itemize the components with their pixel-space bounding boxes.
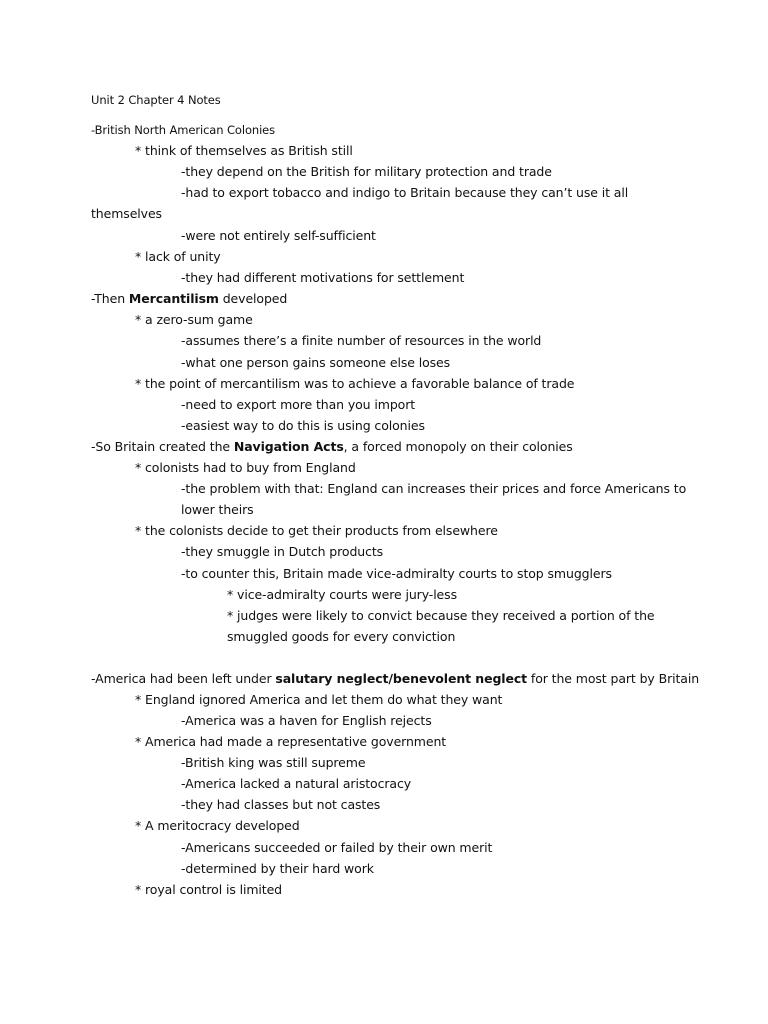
note-heading-lead: -Then xyxy=(91,291,129,306)
page-title: Unit 2 Chapter 4 Notes xyxy=(91,93,221,107)
note-continuation: smuggled goods for every conviction xyxy=(227,629,456,644)
note-bullet: * think of themselves as British still xyxy=(135,143,353,158)
note-bullet: * lack of unity xyxy=(135,249,221,264)
note-heading: -British North American Colonies xyxy=(91,123,276,137)
note-bullet: * a zero-sum game xyxy=(135,312,253,327)
note-subpoint: -Americans succeeded or failed by their own merit xyxy=(181,840,493,855)
note-heading-tail: for the most part by Britain xyxy=(527,671,700,686)
note-subpoint: -assumes there’s a finite number of resources in the world xyxy=(181,333,542,348)
note-sub-bullet: * judges were likely to convict because they received a portion of the xyxy=(227,608,655,623)
note-subpoint: -what one person gains someone else loses xyxy=(181,355,451,370)
note-subpoint: -America was a haven for English rejects xyxy=(181,713,432,728)
note-subpoint: -they depend on the British for military protection and trade xyxy=(181,164,552,179)
note-subpoint: -they smuggle in Dutch products xyxy=(181,544,384,559)
note-bullet: * the point of mercantilism was to achieve a favorable balance of trade xyxy=(135,376,575,391)
note-heading-lead: -So Britain created the xyxy=(91,439,234,454)
note-bullet: * A meritocracy developed xyxy=(135,818,300,833)
note-bullet: * America had made a representative government xyxy=(135,734,447,749)
note-continuation: lower theirs xyxy=(181,502,254,517)
note-subpoint: -they had classes but not castes xyxy=(181,797,381,812)
note-subpoint: -determined by their hard work xyxy=(181,861,374,876)
note-subpoint: -the problem with that: England can increases their prices and force Americans to xyxy=(181,481,687,496)
note-subpoint: -to counter this, Britain made vice-admiralty courts to stop smugglers xyxy=(181,566,612,581)
note-subpoint: -were not entirely self-sufficient xyxy=(181,228,376,243)
note-sub-bullet: * vice-admiralty courts were jury-less xyxy=(227,587,457,602)
note-bullet: * royal control is limited xyxy=(135,882,283,897)
note-bullet: * England ignored America and let them do what they want xyxy=(135,692,503,707)
note-subpoint: -America lacked a natural aristocracy xyxy=(181,776,412,791)
note-heading xyxy=(91,439,573,455)
key-term: Navigation Acts xyxy=(233,439,344,454)
note-heading-tail: developed xyxy=(218,291,288,306)
note-heading-tail: , a forced monopoly on their colonies xyxy=(343,439,573,454)
note-subpoint: -they had different motivations for settlement xyxy=(181,270,465,285)
note-bullet: * the colonists decide to get their products from elsewhere xyxy=(135,523,498,538)
key-term: Mercantilism xyxy=(128,291,219,306)
note-subpoint: -British king was still supreme xyxy=(181,755,366,770)
note-heading xyxy=(91,671,699,687)
note-heading-lead: -America had been left under xyxy=(91,671,276,686)
note-subpoint: -easiest way to do this is using colonies xyxy=(181,418,425,433)
key-term: salutary neglect/benevolent neglect xyxy=(275,671,528,686)
note-continuation: themselves xyxy=(91,206,162,221)
note-subpoint: -had to export tobacco and indigo to Britain because they can’t use it all xyxy=(181,185,629,200)
note-bullet: * colonists had to buy from England xyxy=(135,460,356,475)
note-subpoint: -need to export more than you import xyxy=(181,397,416,412)
note-heading xyxy=(91,291,287,307)
